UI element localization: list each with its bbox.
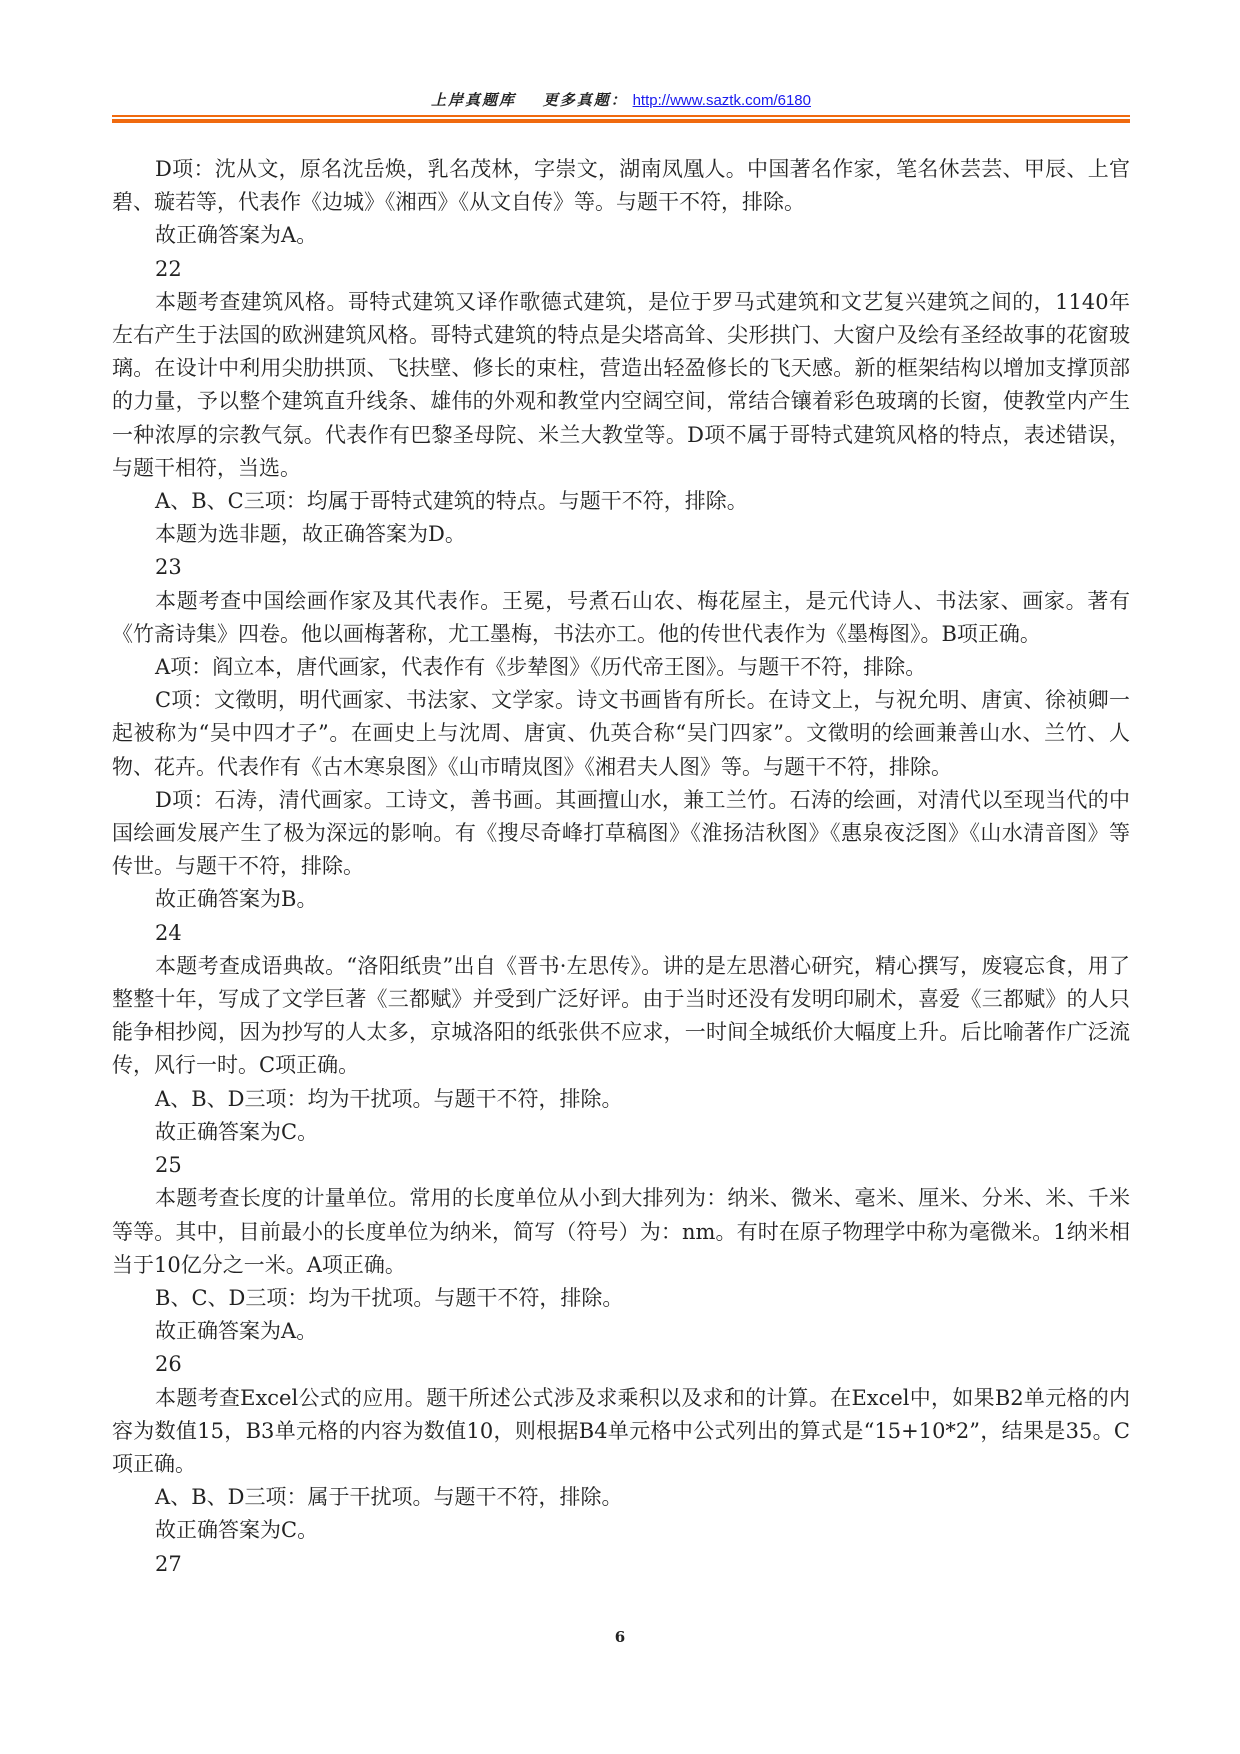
paragraph: 本题为选非题，故正确答案为D。 — [155, 522, 466, 547]
paragraph: 本题考查Excel公式的应用。题干所述公式涉及求乘积以及求和的计算。在Excel中，如果B2单元格的内容为数值15，B3单元格的内容为数值10，则根据B4单元格中公式列出的算式是“15+10*2”，结果是35。C项正确。 — [112, 1385, 1130, 1476]
question-number: 22 — [155, 256, 182, 281]
paragraph: D项：石涛，清代画家。工诗文，善书画。其画擅山水，兼工兰竹。石涛的绘画，对清代以至现当代的中国绘画发展产生了极为深远的影响。有《搜尽奇峰打草稿图》《淮扬洁秋图》《惠泉夜泛图》《山水清音图》等传世。与题干不符，排除。 — [112, 787, 1130, 879]
paragraph: 故正确答案为C。 — [155, 1518, 319, 1543]
header-brand: 上岸真题库 — [430, 91, 516, 109]
paragraph: 故正确答案为C。 — [155, 1119, 319, 1144]
header-more-label: 更多真题： — [542, 91, 628, 109]
question-number: 25 — [155, 1153, 182, 1178]
question-number: 24 — [155, 920, 182, 945]
page-number: 6 — [614, 1628, 626, 1646]
paragraph: 故正确答案为A。 — [155, 1319, 318, 1344]
paragraph: C项：文徵明，明代画家、书法家、文学家。诗文书画皆有所长。在诗文上，与祝允明、唐寅、徐祯卿一起被称为“吴中四才子”。在画史上与沈周、唐寅、仇英合称“吴门四家”。文徵明的绘画兼善山水、兰竹、人物、花卉。代表作有《古木寒泉图》《山市晴岚图》《湘君夫人图》等。与题干不符，排除。 — [112, 688, 1130, 779]
paragraph: 本题考查成语典故。“洛阳纸贵”出自《晋书·左思传》。讲的是左思潜心研究，精心撰写，废寝忘食，用了整整十年，写成了文学巨著《三都赋》并受到广泛好评。由于当时还没有发明印刷术，喜爱《三都赋》的人只能争相抄阅，因为抄写的人太多，京城洛阳的纸张供不应求，一时间全城纸价大幅度上升。后比喻著作广泛流传，风行一时。C项正确。 — [112, 953, 1130, 1078]
paragraph: 本题考查建筑风格。哥特式建筑又译作歌德式建筑，是位于罗马式建筑和文艺复兴建筑之间的，1140年左右产生于法国的欧洲建筑风格。哥特式建筑的特点是尖塔高耸、尖形拱门、大窗户及绘有圣经故事的花窗玻璃。在设计中利用尖肋拱顶、飞扶壁、修长的束柱，营造出轻盈修长的飞天感。新的框架结构以增加支撑顶部的力量，予以整个建筑直升线条、雄伟的外观和教堂内空阔空间，常结合镶着彩色玻璃的长窗，使教堂内产生一种浓厚的宗教气氛。代表作有巴黎圣母院、米兰大教堂等。D项不属于哥特式建筑风格的特点，表述错误，与题干相符，当选。 — [112, 289, 1130, 480]
paragraph: D项：沈从文，原名沈岳焕，乳名茂林，字崇文，湖南凤凰人。中国著名作家，笔名休芸芸、甲辰、上官碧、璇若等，代表作《边城》《湘西》《从文自传》等。与题干不符，排除。 — [112, 157, 1130, 215]
paragraph: A、B、D三项：均为干扰项。与题干不符，排除。 — [155, 1086, 623, 1111]
paragraph: 故正确答案为B。 — [155, 887, 318, 912]
question-number: 26 — [155, 1352, 182, 1377]
header-divider-thin — [112, 115, 1130, 117]
page-header — [112, 90, 1130, 111]
document-body — [112, 153, 1130, 1581]
paragraph: A项：阎立本，唐代画家，代表作有《步辇图》《历代帝王图》。与题干不符，排除。 — [155, 655, 927, 680]
header-link[interactable]: http://www.saztk.com/6180 — [632, 92, 811, 109]
paragraph: 故正确答案为A。 — [155, 223, 318, 248]
paragraph: A、B、D三项：属于干扰项。与题干不符，排除。 — [155, 1485, 623, 1510]
question-number: 27 — [155, 1551, 182, 1576]
paragraph: A、B、C三项：均属于哥特式建筑的特点。与题干不符，排除。 — [155, 489, 748, 514]
paragraph: B、C、D三项：均为干扰项。与题干不符，排除。 — [155, 1285, 624, 1310]
header-divider-thick — [112, 119, 1130, 123]
paragraph: 本题考查长度的计量单位。常用的长度单位从小到大排列为：纳米、微米、毫米、厘米、分米、米、千米等等。其中，目前最小的长度单位为纳米，简写（符号）为：nm。有时在原子物理学中称为毫微米。1纳米相当于10亿分之一米。A项正确。 — [112, 1186, 1130, 1277]
question-number: 23 — [155, 555, 182, 580]
paragraph: 本题考查中国绘画作家及其代表作。王冕，号煮石山农、梅花屋主，是元代诗人、书法家、画家。著有《竹斋诗集》四卷。他以画梅著称，尤工墨梅，书法亦工。他的传世代表作为《墨梅图》。B项正确。 — [112, 588, 1130, 646]
